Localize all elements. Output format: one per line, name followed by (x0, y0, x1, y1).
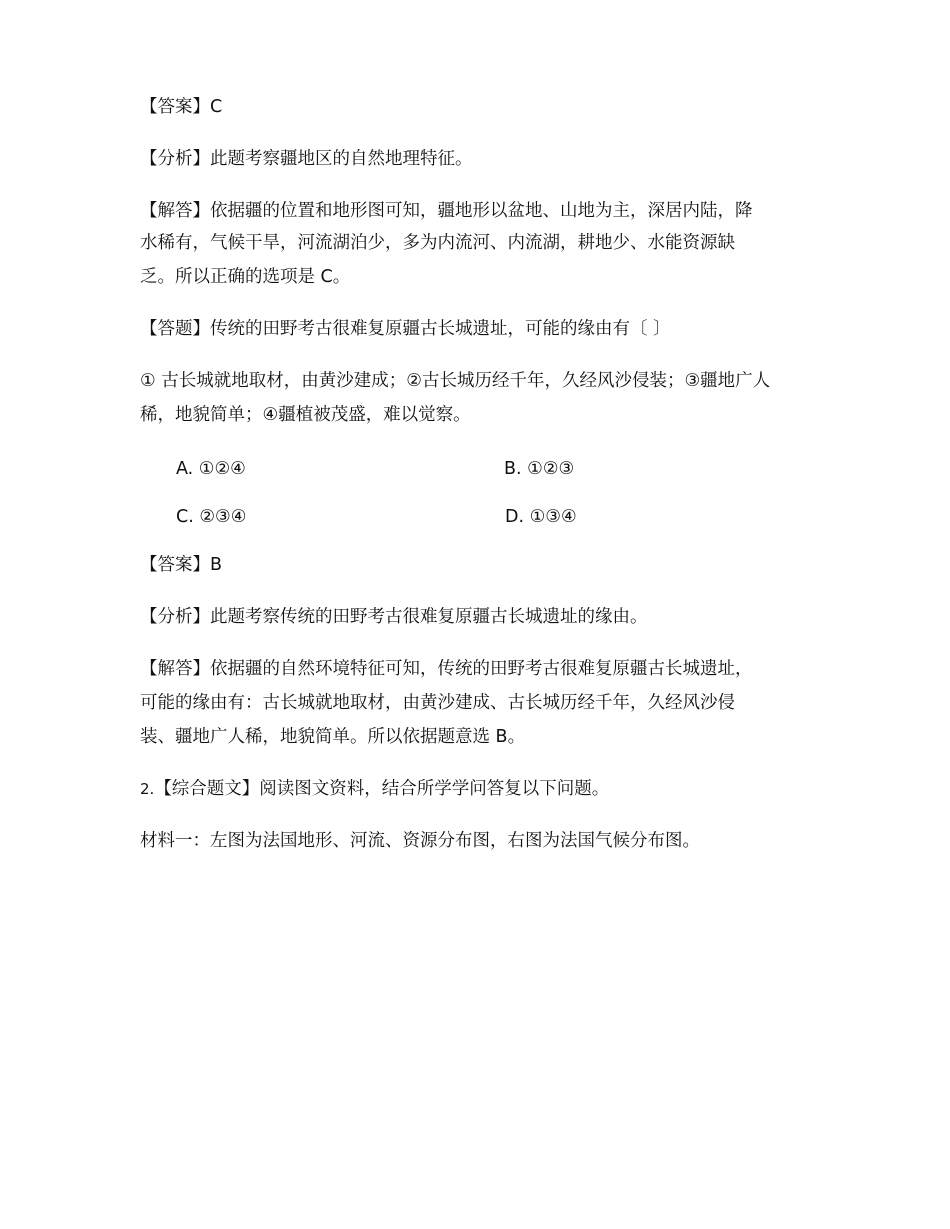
q3-number: 2. (140, 780, 155, 798)
q1-solution-line-1: 【解答】依据疆的位置和地形图可知，疆地形以盆地、山地为主，深居内陆，降 (140, 201, 753, 221)
q1-answer: 【答案】C (140, 97, 223, 117)
q3-heading: 【综合题文】阅读图文资料，结合所学学问答复以下问题。 (154, 779, 610, 799)
q2-analysis: 【分析】此题考察传统的田野考古很难复原疆古长城遗址的缘由。 (140, 607, 648, 627)
q2-solution-line-3: 装、疆地广人稀，地貌简单。所以依据题意选 B。 (140, 727, 526, 747)
q2-solution-line-2: 可能的缘由有：古长城就地取材，由黄沙建成、古长城历经千年，久经风沙侵 (140, 693, 735, 713)
q2-option-a: A. ①②④ (176, 459, 246, 479)
q2-answer: 【答案】B (140, 555, 223, 575)
q2-statements-line-2: 稀，地貌简单；④疆植被茂盛，难以觉察。 (140, 405, 471, 425)
q3-material-1: 材料一：左图为法国地形、河流、资源分布图，右图为法国气候分布图。 (140, 831, 700, 851)
q2-option-c: C. ②③④ (176, 507, 247, 527)
q1-solution-line-2: 水稀有，气候干旱，河流湖泊少，多为内流河、内流湖，耕地少、水能资源缺 (140, 233, 735, 253)
q2-question: 【答题】传统的田野考古很难复原疆古长城遗址，可能的缘由有〔 〕 (140, 319, 671, 339)
q3-heading-line (140, 772, 820, 806)
q2-statements-line-1: ① 古长城就地取材，由黄沙建成；②古长城历经千年，久经风沙侵装；③疆地广人 (140, 371, 771, 391)
q2-option-d: D. ①③④ (505, 507, 577, 527)
q1-solution-line-3: 乏。所以正确的选项是 C。 (140, 267, 351, 287)
q2-solution-line-1: 【解答】依据疆的自然环境特征可知，传统的田野考古很难复原疆古长城遗址， (140, 659, 753, 679)
q2-option-b: B. ①②③ (504, 459, 575, 479)
q1-analysis: 【分析】此题考察疆地区的自然地理特征。 (140, 149, 473, 169)
